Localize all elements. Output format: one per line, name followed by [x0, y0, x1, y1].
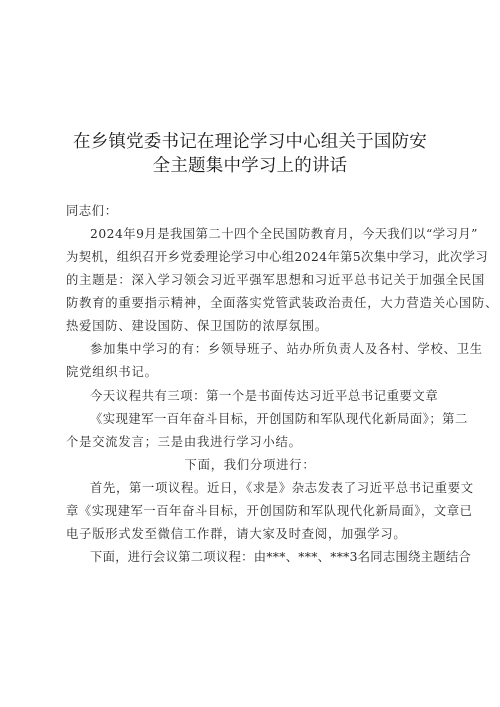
- paragraph-4: 下面，我们分项进行：: [184, 458, 316, 472]
- paragraph-3-line-3: 个是交流发言；三是由我进行学习小结。: [66, 435, 302, 449]
- paragraph-1-line-5: 热爱国防、建设国防、保卫国防的浓厚氛围。: [66, 319, 328, 333]
- paragraph-2-line-1: 参加集中学习的有：乡领导班子、站办所负责人及各村、学校、卫生: [90, 342, 483, 356]
- paragraph-3-line-1: 今天议程共有三项：第一个是书面传达习近平总书记重要文章: [90, 389, 439, 403]
- paragraph-1-line-2: 为契机，组织召开乡党委理论学习中心组2024年第5次集中学习，此次学习: [66, 250, 489, 264]
- paragraph-2-line-2: 院党组织书记。: [66, 365, 158, 379]
- paragraph-6-line-1: 下面，进行会议第二项议程：由***、***、***3名同志围绕主题结合: [90, 550, 472, 564]
- paragraph-3-line-2: 《实现建军一百年奋斗目标，开创国防和军队现代化新局面》；第二: [90, 412, 468, 426]
- paragraph-1-line-1: 2024年9月是我国第二十四个全民国防教育月，今天我们以“学习月”: [90, 227, 478, 241]
- paragraph-5-line-1: 首先，第一项议程。近日，《求是》杂志发表了习近平总书记重要文: [90, 481, 474, 495]
- document-title-line-2: 全主题集中学习上的讲话: [152, 156, 348, 176]
- paragraph-5-line-3: 电子版形式发至微信工作群，请大家及时查阅，加强学习。: [66, 527, 407, 541]
- paragraph-5-line-2: 章《实现建军一百年奋斗目标，开创国防和军队现代化新局面》，文章已: [66, 504, 473, 518]
- document-title-line-1: 在乡镇党委书记在理论学习中心组关于国防安: [73, 132, 427, 152]
- paragraph-1-line-3: 的主题是：深入学习领会习近平强军思想和习近平总书记关于加强全民国: [66, 273, 486, 287]
- paragraph-1-line-4: 防教育的重要指示精神，全面落实党管武装政治责任，大力营造关心国防、: [66, 296, 499, 310]
- salutation: 同志们：: [66, 204, 118, 218]
